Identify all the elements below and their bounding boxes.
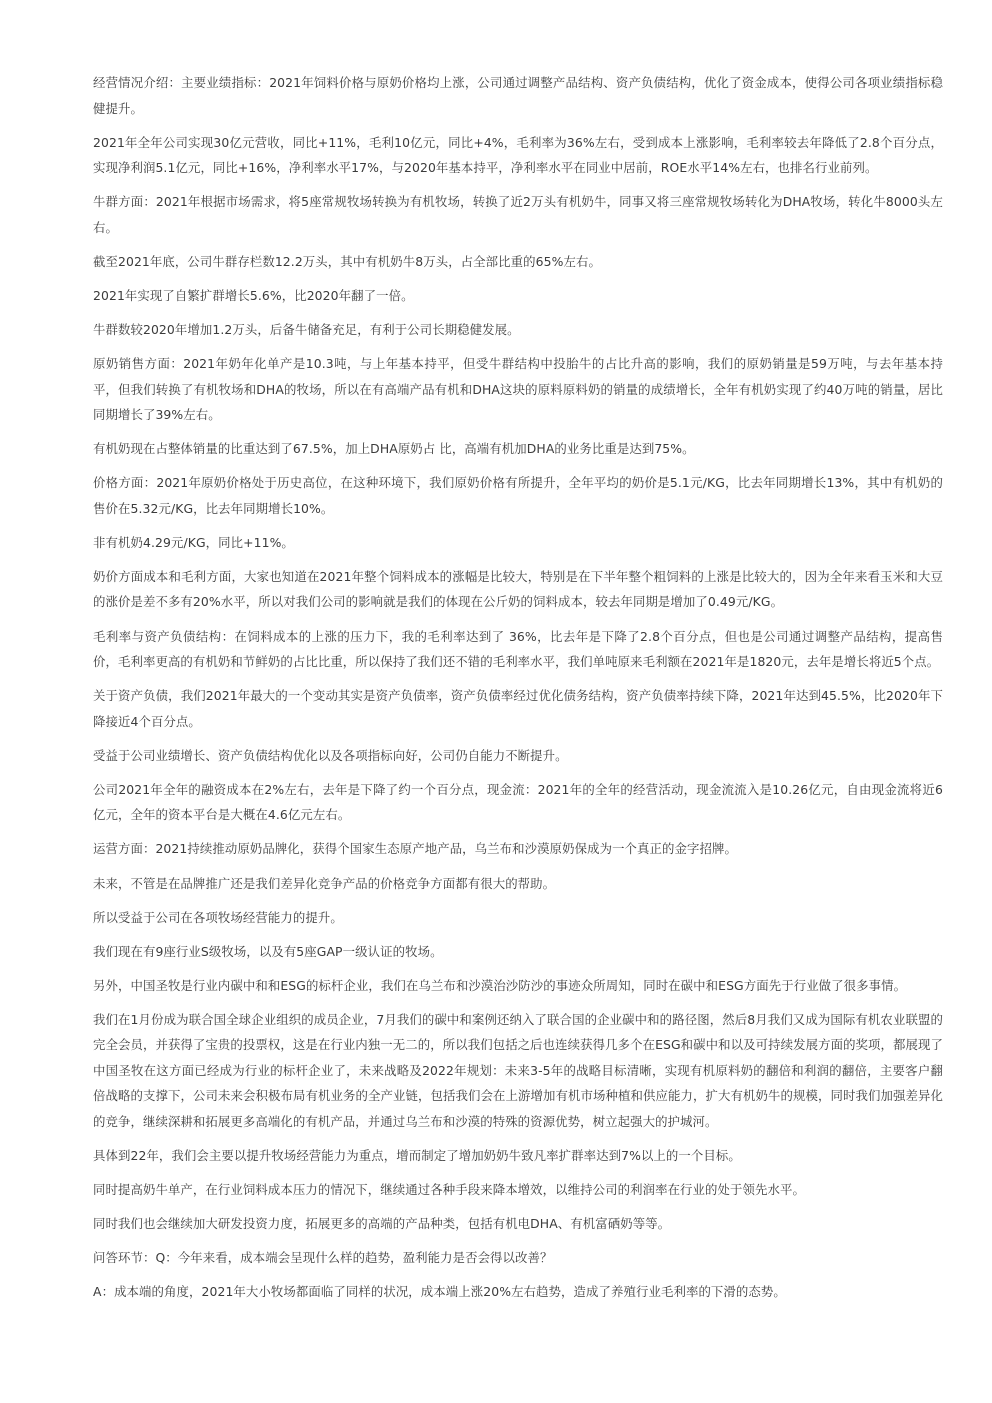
paragraph-operations: 运营方面：2021持续推动原奶品牌化，获得个国家生态原产地产品，乌兰布和沙漠原奶保成为一个真正的金字招牌。 — [93, 841, 737, 857]
document-body — [93, 70, 943, 1313]
paragraph-ranch-capability: 所以受益于公司在各项牧场经营能力的提升。 — [93, 909, 343, 925]
paragraph-qa-answer: A：成本端的角度，2021年大小牧场都面临了同样的状况，成本端上涨20%左右趋势，造成了养殖行业毛利率的下滑的态势。 — [93, 1284, 786, 1300]
paragraph-revenue-2021: 2021年全年公司实现30亿元营收，同比+11%，毛利10亿元，同比+4%，毛利率为36%左右，受到成本上涨影响，毛利率较去年降低了2.8个百分点，实现净利润5.1亿元，同比+16%，净利率水平17%，与2020年基本持平，净利率水平在同业中居前，ROE水平14%左右，也排名行业前列。 — [93, 134, 943, 176]
paragraph-debt-ratio: 关于资产负债，我们2021年最大的一个变动其实是资产负债率，资产负债率经过优化债务结构，资产负债率持续下降，2021年达到45.5%，比2020年下降接近4个百分点。 — [93, 688, 943, 729]
paragraph-cost-margin: 奶价方面成本和毛利方面，大家也知道在2021年整个饲料成本的涨幅是比较大，特别是在下半年整个粗饲料的上涨是比较大的，因为全年来看玉米和大豆的涨价是差不多有20%水平，所以对我们公司的影响就是我们的体现在公斤奶的饲料成本，较去年同期是增加了0.49元/KG。 — [93, 568, 943, 610]
paragraph-herd-increase: 牛群数较2020年增加1.2万头，后备牛储备充足，有利于公司长期稳健发展。 — [93, 321, 520, 337]
paragraph-margin-structure: 毛利率与资产负债结构：在饲料成本的上涨的压力下，我的毛利率达到了 36%，比去年是下降了2.8个百分点，但也是公司通过调整产品结构，提高售价，毛利率更高的有机奶和节鲜奶的占比比重，所以保持了我们还不错的毛利率水平，我们单吨原来毛利额在2021年是1820元，去年是增长将近5个点。 — [93, 628, 943, 670]
paragraph-ranch-certification: 我们现在有9座行业S级牧场，以及有5座GAP一级认证的牧场。 — [93, 943, 443, 959]
paragraph-herd-growth: 2021年实现了自繁扩群增长5.6%，比2020年翻了一倍。 — [93, 287, 414, 303]
paragraph-business-overview: 经营情况介绍：主要业绩指标：2021年饲料价格与原奶价格均上涨，公司通过调整产品结构、资产负债结构，优化了资金成本，使得公司各项业绩指标稳健提升。 — [93, 75, 943, 116]
paragraph-price: 价格方面：2021年原奶价格处于历史高位，在这种环境下，我们原奶价格有所提升，全年平均的奶价是5.1元/KG，比去年同期增长13%，其中有机奶的售价在5.32元/KG，比去年同期增长10%。 — [93, 475, 943, 516]
paragraph-un-membership-strategy: 我们在1月份成为联合国全球企业组织的成员企业，7月我们的碳中和案例还纳入了联合国的企业碳中和的路径图，然后8月我们又成为国际有机农业联盟的完全会员，并获得了宝贵的投票权，这是在行业内独一无二的，所以我们包括之后也连续获得几多个在ESG和碳中和以及可持续发展方面的奖项，都展现了中国圣牧在这方面已经成为行业的标杆企业了，未来战略及2022年规划：未来3-5年的战略目标清晰，实现有机原料奶的翻倍和利润的翻倍，主要客户翻倍战略的支撑下，公司未来会积极布局有机业务的全产业链，包括我们会在上游增加有机市场种植和供应能力，扩大有机奶牛的规模，同时我们加强差异化的竞争，继续深耕和拓展更多高端化的有机产品，并通过乌兰布和沙漠的特殊的资源优势，树立起强大的护城河。 — [93, 1011, 943, 1129]
paragraph-raw-milk-sales: 原奶销售方面：2021年奶年化单产是10.3吨，与上年基本持平，但受牛群结构中投胎牛的占比升高的影响，我们的原奶销量是59万吨，与去年基本持平，但我们转换了有机牧场和DHA的牧场，所以在有高端产品有机和DHA这块的原料原料奶的销量的成绩增长，全年有机奶实现了约40万吨的销量，居比同期增长了39%左右。 — [93, 356, 943, 423]
paragraph-organic-share: 有机奶现在占整体销量的比重达到了67.5%，加上DHA原奶占 比，高端有机加DHA的业务比重是达到75%。 — [93, 441, 695, 457]
paragraph-future-branding: 未来，不管是在品牌推广还是我们差异化竞争产品的价格竞争方面都有很大的帮助。 — [93, 875, 556, 891]
paragraph-capability: 受益于公司业绩增长、资产负债结构优化以及各项指标向好，公司仍自能力不断提升。 — [93, 747, 568, 763]
paragraph-financing-cashflow: 公司2021年全年的融资成本在2%左右，去年是下降了约一个百分点，现金流：2021年的全年的经营活动，现金流流入是10.26亿元，自由现金流将近6亿元，全年的资本平台是大概在4.6亿元左右。 — [93, 781, 943, 823]
paragraph-qa-question: 问答环节：Q：今年来看，成本端会呈现什么样的趋势，盈利能力是否会得以改善？ — [93, 1250, 553, 1266]
paragraph-herd: 牛群方面：2021年根据市场需求，将5座常规牧场转换为有机牧场，转换了近2万头有机奶牛，同事又将三座常规牧场转化为DHA牧场，转化牛8000头左右。 — [93, 194, 943, 235]
paragraph-esg-benchmark: 另外，中国圣牧是行业内碳中和和ESG的标杆企业，我们在乌兰布和沙漠治沙防沙的事迹众所周知，同时在碳中和ESG方面先于行业做了很多事情。 — [93, 977, 907, 993]
paragraph-2022-target: 具体到22年，我们会主要以提升牧场经营能力为重点，增而制定了增加奶奶牛致凡率扩群率达到7%以上的一个目标。 — [93, 1147, 741, 1163]
paragraph-herd-inventory: 截至2021年底，公司牛群存栏数12.2万头，其中有机奶牛8万头，占全部比重的65%左右。 — [93, 253, 601, 269]
paragraph-non-organic-price: 非有机奶4.29元/KG，同比+11%。 — [93, 534, 294, 550]
paragraph-rnd: 同时我们也会继续加大研发投资力度，拓展更多的高端的产品种类，包括有机电DHA、有机富硒奶等等。 — [93, 1216, 671, 1232]
paragraph-yield-cost: 同时提高奶牛单产，在行业饲料成本压力的情况下，继续通过各种手段来降本增效，以维持公司的利润率在行业的处于领先水平。 — [93, 1182, 805, 1198]
